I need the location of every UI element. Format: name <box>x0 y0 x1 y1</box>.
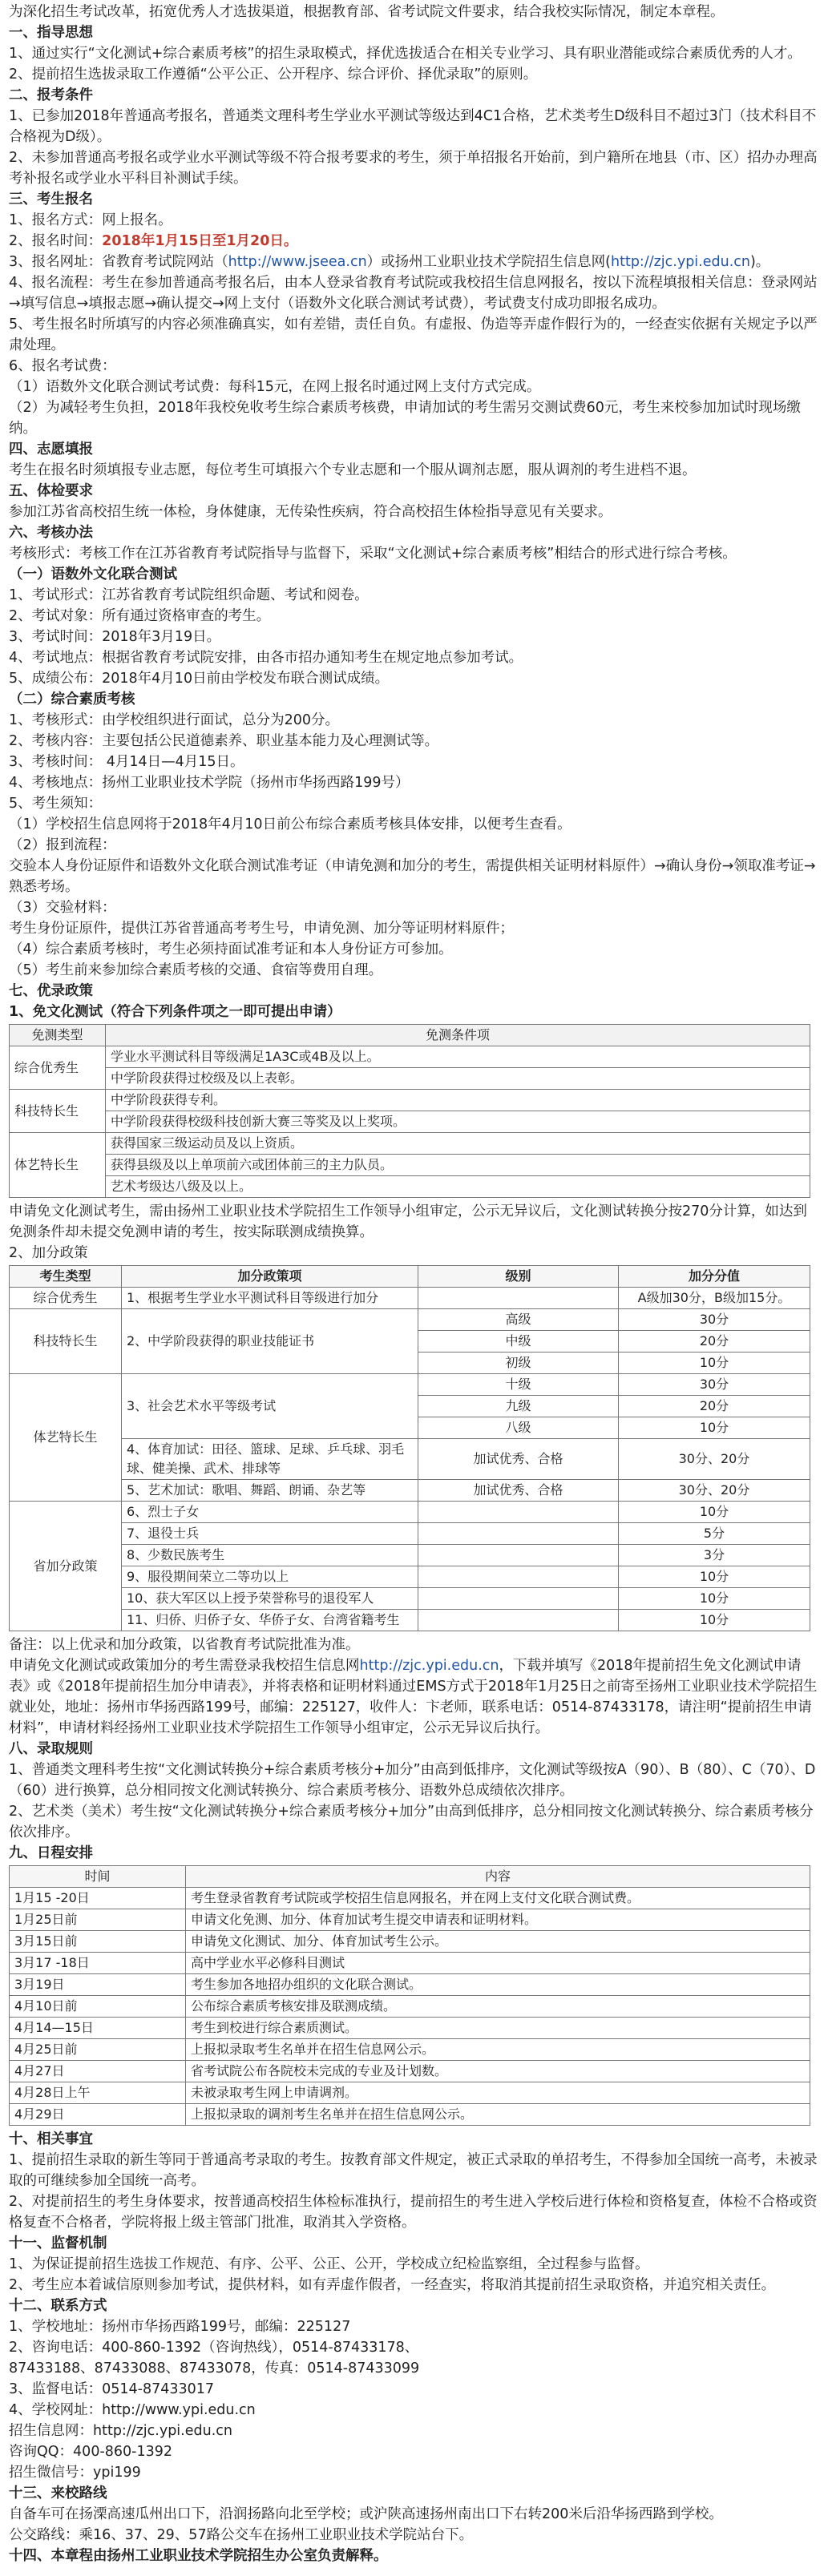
section-10-title: 十、相关事宜 <box>9 2131 93 2147</box>
intro-text: 为深化招生考试改革，拓宽优秀人才选拔渠道，根据教育部、省考试院文件要求，结合我校实际情况，制定本章程。 <box>9 4 725 20</box>
schedule-time: 3月19日 <box>10 1974 186 1996</box>
label: 3、报名网址：省教育考试院网站（ <box>9 254 228 270</box>
bonus-level <box>418 1502 619 1523</box>
bonus-score: 5分 <box>619 1523 810 1545</box>
subsection-title: 1、免文化测试（符合下列条件项之一即可提出申请） <box>9 1004 341 1020</box>
paragraph: 1、已参加2018年普通高考报名，普通类文理科考生学业水平测试等级达到4C1合格，艺术类考生D级科目不超过3门（技术科目不合格视为D级）。 <box>9 108 817 145</box>
schedule-content: 公布综合素质考核安排及联测成绩。 <box>186 1996 810 2018</box>
table-row <box>10 1545 810 1566</box>
paragraph: 3、考核时间： 4月14日—4月15日。 <box>9 754 244 770</box>
bonus-score: 10分 <box>619 1353 810 1374</box>
subsection-title: （二）综合素质考核 <box>9 691 135 707</box>
schedule-time: 1月25日前 <box>10 1909 186 1931</box>
exemption-item: 中学阶段获得过校级及以上表彰。 <box>106 1068 810 1090</box>
text: )。 <box>749 254 770 270</box>
table-row <box>10 1111 810 1133</box>
paragraph: 5、考生报名时所填写的内容必须准确真实，如有差错，责任自负。有虚报、伪造等弄虚作假行为的，一经查实依据有关规定予以严肃处理。 <box>9 316 818 353</box>
bonus-score: 10分 <box>619 1502 810 1523</box>
schedule-time: 1月15 -20日 <box>10 1888 186 1909</box>
paragraph: 1、普通类文理科考生按“文化测试转换分+综合素质考核分+加分”由高到低排序，文化测试等级按A（90）、B（80）、C（70）、D（60）进行换算，总分相同按文化测试转换分、综合素质考核分、语数外总成绩依次排序。 <box>9 1762 816 1799</box>
paragraph: （2）报到流程： <box>9 837 116 853</box>
exemption-item: 艺术考级达八级及以上。 <box>106 1176 810 1198</box>
text: ，下载并填写《2018年提前招生免文化测试申请表》或《2018年提前招生加分申请表》，并将表格和证明材料通过EMS方式于2018年1月25日之前寄至扬州工业职业技术学院招生就业处，地址：扬州市华扬西路199号，邮编：225127，收件人：卞老师，联系电话：0514-87433178，请注明“提前招生申请材料”，申请材料经扬州工业职业技术学院招生工作领导小组审定，公示无异议后执行。 <box>9 1658 818 1736</box>
paragraph: （3）交验材料： <box>9 900 116 916</box>
application-note <box>9 1655 818 1739</box>
table-row <box>10 1996 810 2018</box>
text: 申请免文化测试或政策加分的考生需登录我校招生信息网 <box>9 1658 360 1674</box>
table-row <box>10 1909 810 1931</box>
table-row <box>10 1523 810 1545</box>
table-header: 免测条件项 <box>106 1025 810 1046</box>
paragraph: 考核形式：考核工作在江苏省教育考试院指导与监督下，采取“文化测试+综合素质考核”相结合的形式进行综合考核。 <box>9 546 737 562</box>
subsection-2-body <box>9 710 818 981</box>
section-13-title: 十三、来校路线 <box>9 2485 107 2501</box>
paragraph: 4、考核地点：扬州工业职业技术学院（扬州市华扬西路199号） <box>9 775 410 791</box>
bonus-item: 7、退役士兵 <box>122 1523 418 1545</box>
section-3-body <box>9 210 818 439</box>
bonus-item: 3、社会艺术水平等级考试 <box>122 1374 418 1439</box>
exemption-item: 获得国家三级运动员及以上资质。 <box>106 1133 810 1155</box>
paragraph: 4、考试地点：根据省教育考试院安排，由各市招办通知考生在规定地点参加考试。 <box>9 650 523 666</box>
paragraph: （1）语数外文化联合测试考试费：每科15元，在网上报名时通过网上支付方式完成。 <box>9 379 541 395</box>
schedule-content: 考生参加各地招办组织的文化联合测试。 <box>186 1974 810 1996</box>
table-row <box>10 1974 810 1996</box>
contact-qq: 咨询QQ：400-860-1392 <box>9 2444 173 2460</box>
paragraph: 备注：以上优录和加分政策，以省教育考试院批准为准。 <box>9 1637 360 1653</box>
schedule-content: 考生到校进行综合素质测试。 <box>186 2018 810 2039</box>
paragraph: 1、为保证提前招生选拔工作规范、有序、公平、公正、公开，学校成立纪检监察组，全过程参与监督。 <box>9 2256 649 2272</box>
paragraph: 2、对提前招生的考生身体要求，按普通高校招生体检标准执行，提前招生的考生进入学校后进行体检和资格复查，体检不合格或资格复查不合格者，学院将报上级主管部门批准，取消其入学资格。 <box>9 2194 818 2231</box>
table-row <box>10 1288 810 1309</box>
schedule-content: 申请文化免测、加分、体育加试考生提交申请表和证明材料。 <box>186 1909 810 1931</box>
table-row <box>10 1439 810 1480</box>
bonus-level: 中级 <box>418 1331 619 1353</box>
contact-wechat: 招生微信号：ypi199 <box>9 2465 141 2481</box>
paragraph: 3、考试时间：2018年3月19日。 <box>9 629 221 645</box>
table-row <box>10 1610 810 1631</box>
paragraph: 2、提前招生选拔录取工作遵循“公平公正、公开程序、综合评价、择优录取”的原则。 <box>9 67 538 83</box>
bonus-item: 2、中学阶段获得的职业技能证书 <box>122 1309 418 1374</box>
student-type: 体艺特长生 <box>10 1374 122 1502</box>
student-type: 省加分政策 <box>10 1502 122 1631</box>
exemption-item: 获得县级及以上单项前六或团体前三的主力队员。 <box>106 1155 810 1176</box>
schedule-time: 3月15日前 <box>10 1931 186 1953</box>
table-header: 时间 <box>10 1866 186 1888</box>
bonus-level <box>418 1523 619 1545</box>
contact-phone: 2、咨询电话：400-860-1392（咨询热线），0514-87433178、 <box>9 2340 419 2356</box>
bonus-level: 初级 <box>418 1353 619 1374</box>
table-row <box>10 1931 810 1953</box>
bonus-level <box>418 1288 619 1309</box>
bonus-level <box>418 1566 619 1588</box>
paragraph: 6、报名考试费： <box>9 358 116 374</box>
table-header: 考生类型 <box>10 1266 122 1288</box>
paragraph: 2、艺术类（美术）考生按“文化测试转换分+综合素质考核分+加分”由高到低排序，总分相同按文化测试转换分、综合素质考核分依次排序。 <box>9 1804 814 1840</box>
paragraph: 2、考试对象：所有通过资格审查的考生。 <box>9 608 271 624</box>
paragraph: 2、未参加普通高考报名或学业水平测试等级不符合报考要求的考生，须于单招报名开始前，到户籍所在地县（市、区）招办办理高考补报名或学业水平科目补测试手续。 <box>9 150 818 187</box>
registration-urls <box>9 252 818 272</box>
bonus-item: 8、少数民族考生 <box>122 1545 418 1566</box>
paragraph: 1、考核形式：由学校组织进行面试，总分为200分。 <box>9 712 340 728</box>
contact-phone: 87433188、87433088、87433078，传真：0514-87433099 <box>9 2360 420 2376</box>
exemption-type: 科技特长生 <box>10 1090 106 1133</box>
table-row <box>10 1502 810 1523</box>
paragraph: 申请免文化测试考生，需由扬州工业职业技术学院招生工作领导小组审定，公示无异议后，文化测试转换分按270分计算，如达到免测条件却未提交免测申请的考生，按实际联测成绩换算。 <box>9 1203 807 1240</box>
bonus-item: 5、艺术加试：歌唱、舞蹈、朗诵、杂艺等 <box>122 1480 418 1502</box>
table-row <box>10 1953 810 1974</box>
section-2-title: 二、报考条件 <box>9 87 93 103</box>
schedule-content: 考生登录省教育考试院或学校招生信息网报名，并在网上支付文化联合测试费。 <box>186 1888 810 1909</box>
exemption-table <box>9 1024 810 1198</box>
table-row <box>10 1155 810 1176</box>
paragraph: 1、报名方式：网上报名。 <box>9 212 172 228</box>
bonus-score: 30分 <box>619 1374 810 1396</box>
subsection-1-body <box>9 585 818 689</box>
schedule-content: 申请免文化测试、加分、体育加试考生公示。 <box>186 1931 810 1953</box>
paragraph: （1）学校招生信息网将于2018年4月10日前公布综合素质考核具体安排，以便考生查看。 <box>9 816 572 832</box>
admission-charter <box>9 2 818 2566</box>
schedule-time: 4月25日前 <box>10 2039 186 2061</box>
bonus-level <box>418 1610 619 1631</box>
paragraph: 2、考生应本着诚信原则参加考试，提供材料，如有弄虚作假者，一经查实，将取消其提前招生录取资格，并追究相关责任。 <box>9 2277 776 2293</box>
exemption-item: 学业水平测试科目等级满足1A3C或4B及以上。 <box>106 1046 810 1068</box>
paragraph: 4、报名流程：考生在参加普通高考报名后，由本人登录省教育考试院或我校招生信息网报名，按以下流程填报相关信息：登录网站→填写信息→填报志愿→确认提交→网上支付（语数外文化联合测试考试费），考试费支付成功即报名成功。 <box>9 275 818 312</box>
table-row <box>10 2018 810 2039</box>
paragraph: 1、通过实行“文化测试+综合素质考核”的招生录取模式，择优选拔适合在相关专业学习、具有职业潜能或综合素质优秀的人才。 <box>9 46 802 62</box>
table-row <box>10 2104 810 2126</box>
bonus-table <box>9 1265 810 1631</box>
section-7-title: 七、优录政策 <box>9 983 93 999</box>
paragraph: （5）考生前来参加综合素质考核的交通、食宿等费用自理。 <box>9 962 383 978</box>
paragraph: 1、考试形式：江苏省教育考试院组织命题、考试和阅卷。 <box>9 587 369 603</box>
schedule-content: 未被录取考生网上申请调剂。 <box>186 2082 810 2104</box>
paragraph: 考生在报名时须填报专业志愿，每位考生可填报六个专业志愿和一个服从调剂志愿，服从调剂的考生进档不退。 <box>9 462 697 478</box>
section-8-title: 八、录取规则 <box>9 1741 93 1757</box>
schedule-time: 4月10日前 <box>10 1996 186 2018</box>
table-row <box>10 1309 810 1331</box>
bonus-score: 10分 <box>619 1610 810 1631</box>
paragraph: 公交路线：乘16、37、29、57路公交车在扬州工业职业技术学院站台下。 <box>9 2527 474 2543</box>
jseea-link[interactable]: http://www.jseea.cn <box>228 254 367 270</box>
paragraph: 1、提前招生录取的新生等同于普通高考录取的考生。按教育部文件规定，被正式录取的单招考生，不得参加全国统一高考，未被录取的可继续参加全国统一高考。 <box>9 2152 818 2189</box>
bonus-score: 30分、20分 <box>619 1480 810 1502</box>
table-header-row <box>10 1266 810 1288</box>
schedule-table <box>9 1865 810 2126</box>
bonus-score: A级加30分，B级加15分。 <box>619 1288 810 1309</box>
section-1-title: 一、指导思想 <box>9 25 93 41</box>
table-row <box>10 1588 810 1610</box>
table-row <box>10 2082 810 2104</box>
table-header: 加分政策项 <box>122 1266 418 1288</box>
contact-admission-site: 招生信息网：http://zjc.ypi.edu.cn <box>9 2423 232 2439</box>
section-3-title: 三、考生报名 <box>9 191 93 208</box>
paragraph: 自备车可在扬溧高速瓜州出口下，沿润扬路向北至学校；或沪陕高速扬州南出口下右转200米后沿华扬西路到学校。 <box>9 2506 723 2522</box>
bonus-level: 加试优秀、合格 <box>418 1480 619 1502</box>
bonus-score: 20分 <box>619 1396 810 1417</box>
exemption-item: 中学阶段获得校级科技创新大赛三等奖及以上奖项。 <box>106 1111 810 1133</box>
subsection-title: （一）语数外文化联合测试 <box>9 566 177 583</box>
table-row <box>10 1566 810 1588</box>
bonus-score: 20分 <box>619 1331 810 1353</box>
schedule-content: 上报拟录取考生名单并在招生信息网公示。 <box>186 2039 810 2061</box>
section-6-title: 六、考核办法 <box>9 525 93 541</box>
contact-supervision: 3、监督电话：0514-87433017 <box>9 2381 215 2397</box>
table-row <box>10 1133 810 1155</box>
bonus-score: 3分 <box>619 1545 810 1566</box>
section-2-body <box>9 106 818 189</box>
section-11-title: 十一、监督机制 <box>9 2235 107 2251</box>
registration-dates: 2018年1月15日至1月20日。 <box>102 233 298 249</box>
table-header: 免测类型 <box>10 1025 106 1046</box>
bonus-item: 11、归侨、归侨子女、华侨子女、台湾省籍考生 <box>122 1610 418 1631</box>
bonus-level: 加试优秀、合格 <box>418 1439 619 1480</box>
section-12-title: 十二、联系方式 <box>9 2298 107 2314</box>
table-row <box>10 1480 810 1502</box>
schedule-content: 高中学业水平必修科目测试 <box>186 1953 810 1974</box>
table-header-row <box>10 1025 810 1046</box>
paragraph: （2）为减轻考生负担，2018年我校免收考生综合素质考核费，申请加试的考生需另交测试费60元，考生来校参加加试时现场缴纳。 <box>9 400 801 437</box>
schedule-content: 省考试院公布各院校未完成的专业及计划数。 <box>186 2061 810 2082</box>
schedule-content: 上报拟录取的调剂考生名单并在招生信息网公示。 <box>186 2104 810 2126</box>
bonus-score: 10分 <box>619 1588 810 1610</box>
exemption-type: 体艺特长生 <box>10 1133 106 1198</box>
table-row <box>10 2039 810 2061</box>
bonus-item: 10、获大军区以上授予荣誉称号的退役军人 <box>122 1588 418 1610</box>
section-9-title: 九、日程安排 <box>9 1845 93 1861</box>
table-row <box>10 1046 810 1068</box>
paragraph: 考生身份证原件，提供江苏省普通高考考生号，申请免测、加分等证明材料原件； <box>9 921 514 937</box>
paragraph: 5、考生须知： <box>9 796 103 812</box>
bonus-item: 9、服役期间荣立二等功以上 <box>122 1566 418 1588</box>
bonus-level: 八级 <box>418 1417 619 1439</box>
schedule-time: 4月14—15日 <box>10 2018 186 2039</box>
contact-address: 1、学校地址：扬州市华扬西路199号，邮编：225127 <box>9 2319 351 2335</box>
bonus-level: 九级 <box>418 1396 619 1417</box>
paragraph: 参加江苏省高校招生统一体检，身体健康，无传染性疾病，符合高校招生体检指导意见有关要求。 <box>9 504 612 520</box>
exemption-type: 综合优秀生 <box>10 1046 106 1090</box>
bonus-level <box>418 1588 619 1610</box>
table-row <box>10 1374 810 1396</box>
table-header: 内容 <box>186 1866 810 1888</box>
schedule-time: 3月17 -18日 <box>10 1953 186 1974</box>
table-row <box>10 1176 810 1198</box>
bonus-item: 6、烈士子女 <box>122 1502 418 1523</box>
label: 2、报名时间： <box>9 233 103 249</box>
section-1-body <box>9 43 818 85</box>
bonus-score: 10分 <box>619 1417 810 1439</box>
paragraph: 交验本人身份证原件和语数外文化联合测试准考证（申请免测和加分的考生，需提供相关证明材料原件）→确认身份→领取准考证→熟悉考场。 <box>9 858 816 895</box>
table-row <box>10 1090 810 1111</box>
student-type: 科技特长生 <box>10 1309 122 1374</box>
table-header: 加分分值 <box>619 1266 810 1288</box>
zjc-link[interactable]: http://zjc.ypi.edu.cn <box>359 1658 499 1674</box>
section-4-title: 四、志愿填报 <box>9 441 93 458</box>
subsection-title: 2、加分政策 <box>9 1245 88 1261</box>
bonus-item: 1、根据考生学业水平测试科目等级进行加分 <box>122 1288 418 1309</box>
text: ）或扬州工业职业技术学院招生信息网( <box>366 254 611 270</box>
section-14-title: 十四、本章程由扬州工业职业技术学院招生办公室负责解释。 <box>9 2548 388 2564</box>
table-header-row <box>10 1866 810 1888</box>
schedule-time: 4月28日上午 <box>10 2082 186 2104</box>
table-row <box>10 2061 810 2082</box>
paragraph: 2、考核内容：主要包括公民道德素养、职业基本能力及心理测试等。 <box>9 733 439 749</box>
student-type: 综合优秀生 <box>10 1288 122 1309</box>
zjc-link[interactable]: http://zjc.ypi.edu.cn <box>611 254 750 270</box>
bonus-level: 高级 <box>418 1309 619 1331</box>
bonus-score: 30分、20分 <box>619 1439 810 1480</box>
paragraph: 5、成绩公布：2018年4月10日前由学校发布联合测试成绩。 <box>9 671 390 687</box>
table-header: 级别 <box>418 1266 619 1288</box>
schedule-time: 4月27日 <box>10 2061 186 2082</box>
registration-time <box>9 231 818 252</box>
schedule-time: 4月29日 <box>10 2104 186 2126</box>
section-5-title: 五、体检要求 <box>9 483 93 499</box>
bonus-level: 十级 <box>418 1374 619 1396</box>
bonus-level <box>418 1545 619 1566</box>
contact-website: 4、学校网址：http://www.ypi.edu.cn <box>9 2402 256 2418</box>
bonus-score: 10分 <box>619 1566 810 1588</box>
table-row <box>10 1068 810 1090</box>
table-row <box>10 1888 810 1909</box>
bonus-score: 30分 <box>619 1309 810 1331</box>
exemption-item: 中学阶段获得专利。 <box>106 1090 810 1111</box>
paragraph: （4）综合素质考核时，考生必须持面试准考证和本人身份证方可参加。 <box>9 941 453 957</box>
bonus-item: 4、体育加试：田径、篮球、足球、乒乓球、羽毛球、健美操、武术、排球等 <box>122 1439 418 1480</box>
